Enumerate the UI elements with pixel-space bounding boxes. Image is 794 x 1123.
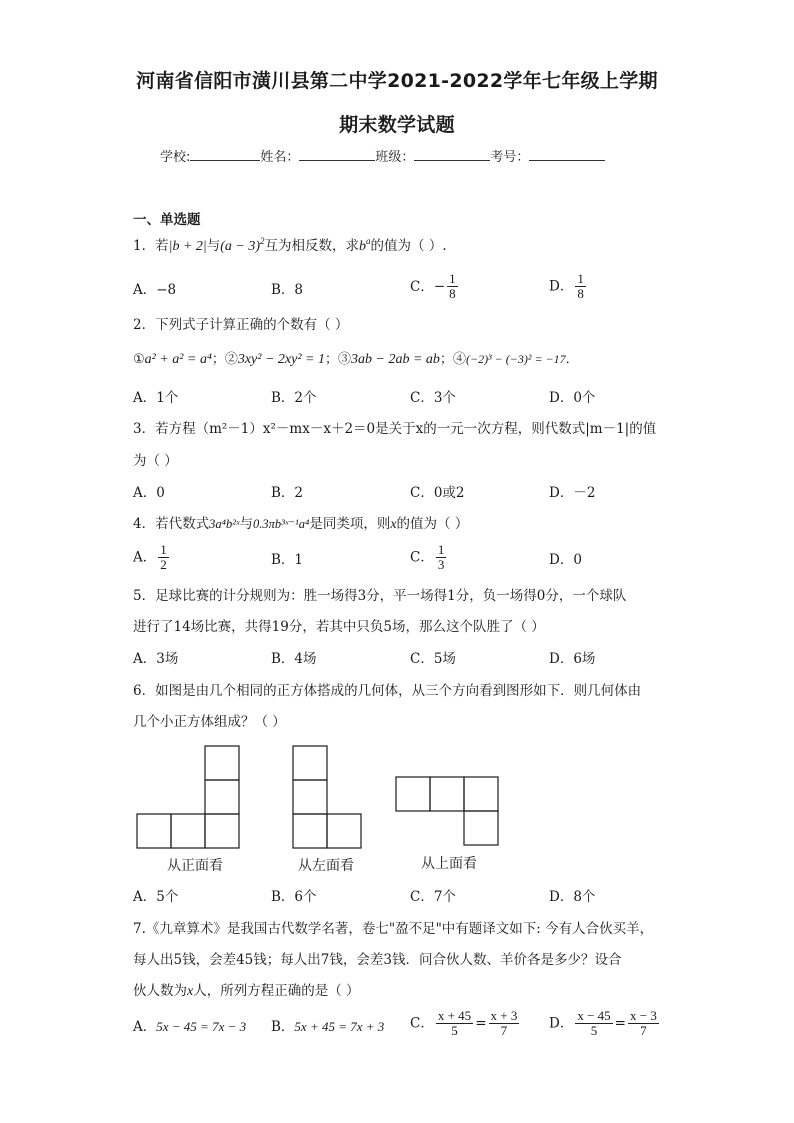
q7-option-d[interactable]: D． $\frac{x - 45}{5}$ = $\frac{x - 3}{7}$ bbox=[549, 1008, 657, 1038]
section-title: 一、单选题 bbox=[133, 212, 201, 228]
q5-option-d[interactable]: D．6场 bbox=[549, 651, 596, 667]
top-view-label: 从上面看 bbox=[421, 856, 477, 872]
left-cube bbox=[293, 746, 327, 780]
left-view-label: 从左面看 bbox=[298, 858, 354, 874]
front-cube bbox=[205, 814, 239, 848]
left-cube bbox=[293, 814, 327, 848]
q4-option-a[interactable]: A． $\frac{1}{2}$ bbox=[133, 542, 167, 572]
q6-option-b[interactable]: B．6个 bbox=[271, 889, 317, 905]
q7-option-a[interactable]: A．5x − 45 = 7x − 3 bbox=[133, 1019, 247, 1035]
q1-option-b[interactable]: B．8 bbox=[271, 282, 304, 298]
question-7-line3: 伙人数为x人，所列方程正确的是（ ） bbox=[133, 983, 360, 999]
top-cube bbox=[396, 777, 430, 811]
left-cube bbox=[293, 780, 327, 814]
q3-option-a[interactable]: A．0 bbox=[133, 485, 165, 501]
front-view-label: 从正面看 bbox=[167, 858, 223, 874]
q1-text: 与 bbox=[206, 238, 221, 254]
front-cube bbox=[205, 746, 239, 780]
top-cube bbox=[430, 777, 464, 811]
q2-option-b[interactable]: B．2个 bbox=[271, 390, 317, 406]
q1-text: 互为相反数，求 bbox=[264, 238, 360, 254]
front-view bbox=[137, 746, 239, 874]
number-label: 考号： bbox=[490, 150, 530, 165]
q4-option-c[interactable]: C． $\frac{1}{3}$ bbox=[410, 542, 445, 572]
q3-option-b[interactable]: B．2 bbox=[271, 485, 304, 501]
number-blank[interactable] bbox=[529, 148, 605, 161]
q3-option-c[interactable]: C．0或2 bbox=[410, 485, 465, 501]
class-blank[interactable] bbox=[414, 148, 490, 161]
q1-expr-power: $b^a$ bbox=[359, 236, 371, 254]
q2-option-c[interactable]: C．3个 bbox=[410, 390, 456, 406]
question-7-line2: 每人出5钱，会差45钱；每人出7钱，会差3钱．问合伙人数、羊价各是多少？设合 bbox=[133, 952, 622, 968]
q7-option-c[interactable]: C． $\frac{x + 45}{5}$ = $\frac{x + 3}{7}$ bbox=[410, 1008, 518, 1038]
student-info-row bbox=[160, 146, 605, 165]
three-views-figure bbox=[130, 740, 510, 880]
page-title-line2: 期末数学试题 bbox=[339, 114, 455, 136]
q2-option-d[interactable]: D．0个 bbox=[549, 390, 596, 406]
q1-option-c[interactable]: C．− $\frac{1}{8}$ bbox=[410, 271, 456, 301]
front-cube bbox=[171, 814, 205, 848]
q5-option-a[interactable]: A．3场 bbox=[133, 651, 179, 667]
page-title-line1: 河南省信阳市潢川县第二中学2021-2022学年七年级上学期 bbox=[136, 70, 658, 92]
name-blank[interactable] bbox=[299, 148, 375, 161]
question-2: 2．下列式子计算正确的个数有（ ） bbox=[133, 317, 349, 333]
question-6-line1: 6．如图是由几个相同的正方体搭成的几何体，从三个方向看到图形如下．则几何体由 bbox=[133, 683, 642, 699]
q1-text: 1．若 bbox=[133, 238, 169, 254]
q6-option-d[interactable]: D．8个 bbox=[549, 889, 596, 905]
q2-expressions: ①a² + a² = a⁴；②3xy² − 2xy² = 1；③3ab − 2ab = ab；④(−2)³ − (−3)² = −17． bbox=[133, 352, 579, 367]
q5-option-c[interactable]: C．5场 bbox=[410, 651, 456, 667]
q1-expr-abs: |b + 2| bbox=[168, 239, 207, 254]
q6-option-c[interactable]: C．7个 bbox=[410, 889, 456, 905]
question-3-line2: 为（ ） bbox=[133, 453, 178, 469]
question-4: 4．若代数式3a⁴b²ˣ与0.3πb³ˣ⁻¹a⁴是同类项，则x的值为（ ） bbox=[133, 516, 469, 532]
class-label: 班级： bbox=[375, 150, 415, 165]
top-cube bbox=[464, 811, 498, 845]
q4-option-d[interactable]: D．0 bbox=[549, 552, 582, 568]
question-3-line1: 3．若方程（m²－1）x²－mx－x＋2＝0是关于x的一元一次方程，则代数式|m－1|的值 bbox=[133, 421, 657, 437]
q5-option-b[interactable]: B．4场 bbox=[271, 651, 317, 667]
q1-option-a[interactable]: A．−8 bbox=[133, 282, 177, 298]
q4-option-b[interactable]: B．1 bbox=[271, 552, 304, 568]
front-cube bbox=[205, 780, 239, 814]
question-5-line1: 5．足球比赛的计分规则为：胜一场得3分，平一场得1分，负一场得0分，一个球队 bbox=[133, 588, 627, 604]
school-blank[interactable] bbox=[190, 148, 260, 161]
left-cube bbox=[327, 814, 361, 848]
top-view bbox=[396, 777, 498, 872]
q1-text: 的值为（ ）. bbox=[370, 238, 447, 254]
q7-option-b[interactable]: B．5x + 45 = 7x + 3 bbox=[271, 1019, 385, 1035]
q3-option-d[interactable]: D．－2 bbox=[549, 485, 596, 501]
question-6-line2: 几个小正方体组成？（ ） bbox=[133, 714, 286, 730]
question-1 bbox=[133, 237, 447, 256]
question-7-line1: 7.《九章算术》是我国古代数学名著，卷七"盈不足"中有题译文如下: 今有人合伙买羊， bbox=[133, 921, 654, 937]
question-5-line2: 进行了14场比赛，共得19分，若其中只负5场，那么这个队胜了（ ） bbox=[133, 619, 545, 635]
front-cube bbox=[137, 814, 171, 848]
q6-option-a[interactable]: A．5个 bbox=[133, 889, 179, 905]
name-label: 姓名： bbox=[260, 150, 300, 165]
top-cube bbox=[464, 777, 498, 811]
school-label: 学校: bbox=[160, 150, 191, 165]
left-view bbox=[293, 746, 361, 874]
q1-expr-square: $(a - 3)^2$ bbox=[220, 236, 265, 254]
q1-option-d[interactable]: D． $\frac{1}{8}$ bbox=[549, 271, 584, 301]
q2-option-a[interactable]: A．1个 bbox=[133, 390, 179, 406]
